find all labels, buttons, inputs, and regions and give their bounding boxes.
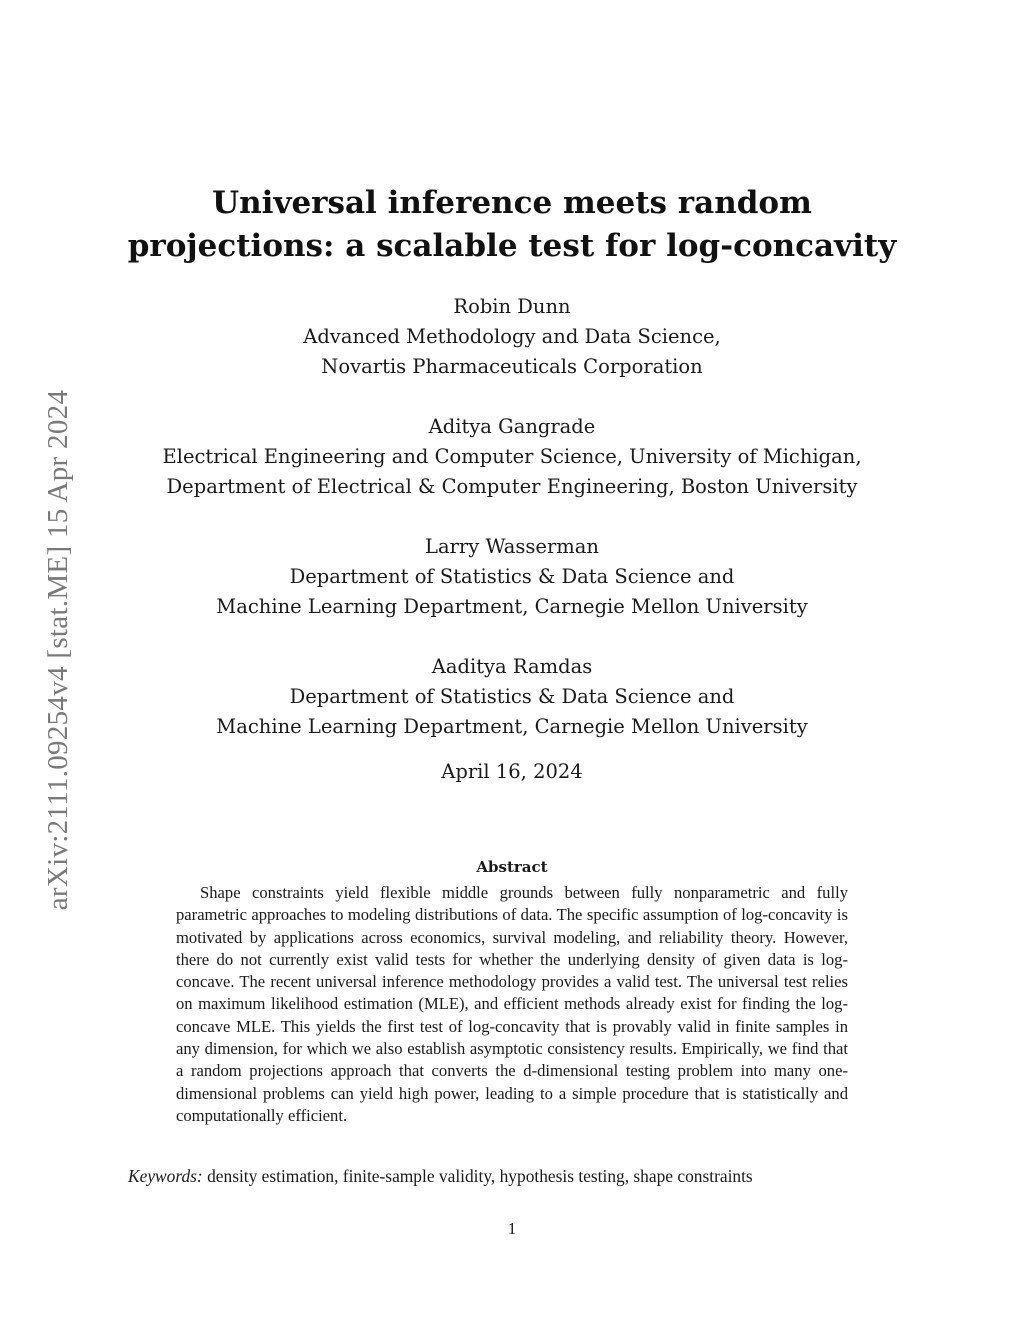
author-affiliation: Department of Electrical & Computer Engineering, Boston University — [166, 475, 858, 498]
abstract-text: Shape constraints yield flexible middle grounds between fully nonparametric and fully parametric approaches to modeling distributions of data. The specific assumption of log-concavity is motivated by applications across economics, survival modeling, and reliability theory. However, there do not currently exist valid tests for whether the underlying density of given data is log-concave. The recent universal inference methodology provides a valid test. The universal test relies on maximum likelihood estimation (MLE), and efficient methods already exist for finding the log-concave MLE. This yields the first test of log-concavity that is provably valid in finite samples in any dimension, for which we also establish asymptotic consistency results. Empirically, we find that a random projections approach that converts the d-dimensional testing problem into many one-dimensional problems can yield high power, leading to a simple procedure that is statistically and computationally efficient. — [176, 883, 848, 1125]
author-name: Aditya Gangrade — [428, 415, 596, 438]
author-list — [100, 292, 924, 772]
publication-date: April 16, 2024 — [441, 760, 583, 783]
arxiv-identifier-stamp: arXiv:2111.09254v4 [stat.ME] 15 Apr 2024 — [42, 389, 74, 911]
author-block — [100, 292, 924, 382]
title-line-1: Universal inference meets random — [212, 185, 812, 221]
keywords-text: density estimation, finite-sample validity, hypothesis testing, shape constraints — [207, 1166, 753, 1186]
author-affiliation: Machine Learning Department, Carnegie Mellon University — [216, 595, 808, 618]
page-number: 1 — [507, 1219, 517, 1238]
author-name: Robin Dunn — [453, 295, 571, 318]
author-block — [100, 652, 924, 742]
author-name: Larry Wasserman — [425, 535, 599, 558]
author-name: Aaditya Ramdas — [431, 655, 593, 678]
author-block — [100, 532, 924, 622]
author-affiliation: Advanced Methodology and Data Science, — [303, 325, 721, 348]
abstract-heading: Abstract — [476, 858, 548, 876]
author-affiliation: Electrical Engineering and Computer Science, University of Michigan, — [162, 445, 862, 468]
author-affiliation: Department of Statistics & Data Science and — [289, 565, 735, 588]
paper-title — [100, 182, 924, 268]
keywords-line — [128, 1166, 908, 1187]
author-block — [100, 412, 924, 502]
title-line-2: projections: a scalable test for log-concavity — [127, 228, 897, 264]
keywords-label: Keywords: — [128, 1166, 203, 1186]
author-affiliation: Novartis Pharmaceuticals Corporation — [321, 355, 703, 378]
author-affiliation: Department of Statistics & Data Science and — [289, 685, 735, 708]
author-affiliation: Machine Learning Department, Carnegie Mellon University — [216, 715, 808, 738]
